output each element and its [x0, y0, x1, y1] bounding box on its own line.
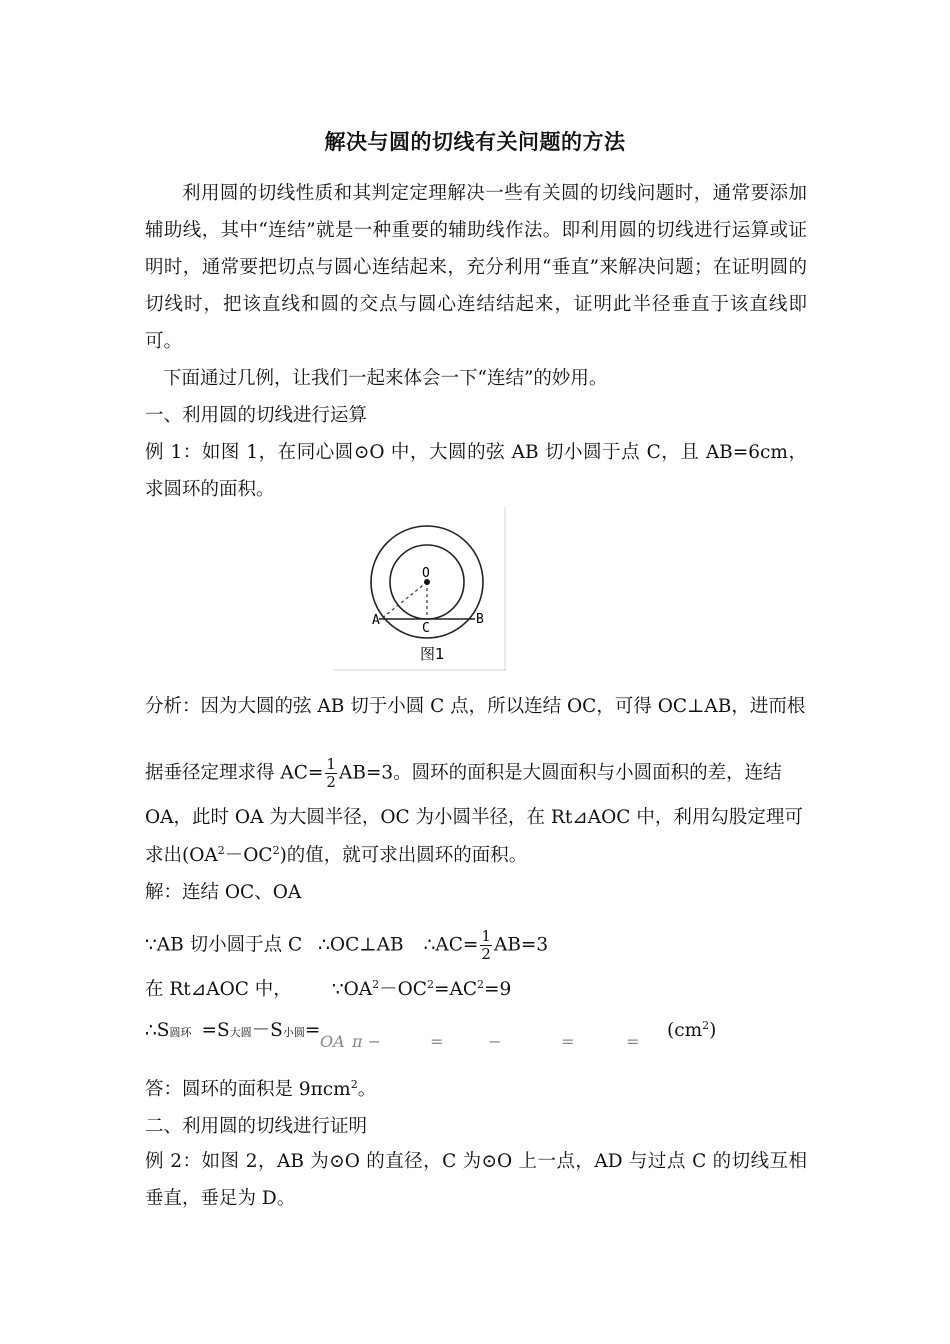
superscript-2: 2	[476, 978, 484, 991]
solution-line-3	[145, 977, 511, 1003]
solution-line-4-d: =	[304, 1020, 321, 1041]
analysis-line-2	[145, 756, 782, 791]
fraction-denominator: 2	[481, 945, 491, 963]
superscript-2: 2	[426, 978, 434, 991]
solution-line-4-c: －S	[251, 1020, 283, 1041]
analysis-line-4	[145, 843, 527, 869]
section-heading-1: 一、利用圆的切线进行运算	[145, 405, 368, 426]
answer-text: 答：圆环的面积是 9πcm	[145, 1079, 351, 1100]
analysis-line-1: 分析：因为大圆的弦 AB 切于小圆 C 点，所以连结 OC，可得 OC⊥AB，进而根	[145, 696, 806, 717]
answer-line	[145, 1077, 376, 1103]
superscript-2: 2	[217, 844, 225, 857]
subscript-big: 大圆	[229, 1026, 252, 1039]
solution-line-2-c: ∴AC=	[423, 934, 479, 956]
segment-oa	[381, 582, 427, 619]
unit-close: )	[709, 1020, 717, 1041]
figure-caption: 图1	[420, 645, 445, 663]
solution-line-2-d: AB=3	[493, 934, 549, 956]
analysis-line-4-a: 求出(OA	[145, 845, 218, 866]
solution-line-4	[145, 1018, 320, 1046]
analysis-line-4-b: －OC	[224, 845, 273, 866]
solution-line-3-b: ∵OA	[331, 979, 373, 1000]
analysis-line-3: OA，此时 OA 为大圆半径，OC 为小圆半径，在 Rt⊿AOC 中，利用勾股定理可	[145, 807, 803, 828]
fraction-one-half	[325, 756, 337, 791]
solution-line-3-d: =AC	[433, 979, 477, 1000]
fraction-denominator: 2	[326, 773, 336, 791]
formula-equals-2: =	[561, 1032, 575, 1051]
subscript-ring: 圆环	[169, 1026, 192, 1039]
section-heading-2: 二、利用圆的切线进行证明	[145, 1116, 368, 1137]
unit-open: (cm	[667, 1020, 703, 1041]
page-title: 解决与圆的切线有关问题的方法	[324, 130, 626, 154]
solution-line-2-b: ∴OC⊥AB	[318, 934, 404, 956]
solution-line-4-b: =S	[201, 1020, 230, 1041]
formula-equals-3: =	[626, 1032, 640, 1051]
solution-line-3-a: 在 Rt⊿AOC 中，	[145, 979, 292, 1000]
example-2-text: 例 2：如图 2，AB 为⊙O 的直径，C 为⊙O 上一点，AD 与过点 C 的切线互相垂直，垂足为 D。	[145, 1151, 807, 1209]
fraction-numerator: 1	[481, 927, 491, 945]
formula-minus: −	[488, 1032, 502, 1051]
superscript-2: 2	[702, 1019, 710, 1032]
formula-oa: OA	[320, 1032, 345, 1051]
superscript-2: 2	[350, 1078, 358, 1091]
solution-line-2-a: ∵AB 切小圆于点 C	[145, 934, 303, 956]
analysis-line-2-pre: 据垂径定理求得 AC=	[145, 762, 324, 784]
solution-line-3-e: =9	[483, 979, 512, 1000]
analysis-line-2-post: AB=3。圆环的面积是大圆面积与小圆面积的差，连结	[338, 762, 782, 784]
solution-line-1: 解：连结 OC、OA	[145, 882, 302, 903]
figure-1-diagram	[334, 507, 506, 671]
intro-paragraph: 利用圆的切线性质和其判定定理解决一些有关圆的切线问题时，通常要添加辅助线，其中“连结”就是一种重要的辅助线作法。即利用圆的切线进行运算或证明时，通常要把切点与圆心连结起来，充分利用“垂直”来解决问题；在证明圆的切线时，把该直线和圆的交点与圆心连结结起来，证明此半径垂直于该直线即可。	[145, 183, 807, 352]
fraction-one-half	[480, 928, 492, 963]
superscript-2: 2	[272, 844, 280, 857]
example-1-text: 例 1：如图 1，在同心圆⊙O 中，大圆的弦 AB 切小圆于点 C，且 AB=6cm，求圆环的面积。	[145, 442, 807, 500]
solution-line-3-c: －OC	[379, 979, 427, 1000]
label-o: O	[422, 566, 430, 581]
formula-equals-1: =	[430, 1032, 444, 1051]
solution-line-2	[145, 928, 548, 963]
figure-1	[334, 507, 506, 671]
label-a: A	[372, 613, 380, 628]
label-c: C	[422, 621, 430, 636]
analysis-line-4-c: )的值，就可求出圆环的面积。	[279, 845, 528, 866]
formula-unit	[667, 1018, 716, 1044]
fraction-numerator: 1	[326, 755, 336, 773]
answer-end: 。	[357, 1079, 377, 1100]
label-b: B	[476, 612, 484, 627]
subscript-small: 小圆	[282, 1026, 305, 1039]
lead-paragraph: 下面通过几例，让我们一起来体会一下“连结”的妙用。	[163, 368, 608, 389]
solution-line-4-a: ∴S	[145, 1020, 170, 1041]
superscript-2: 2	[372, 978, 380, 991]
formula-pi: π −	[352, 1032, 382, 1051]
